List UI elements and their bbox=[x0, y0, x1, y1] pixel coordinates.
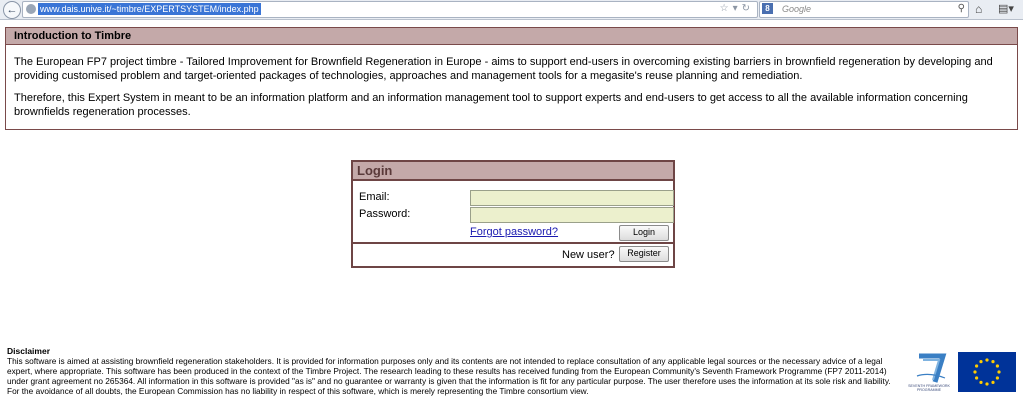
home-icon[interactable]: ⌂ bbox=[975, 2, 983, 16]
intro-panel bbox=[5, 27, 1018, 130]
fp7-logo bbox=[905, 350, 953, 392]
login-title: Login bbox=[353, 162, 673, 181]
login-divider bbox=[353, 242, 673, 244]
search-bar[interactable] bbox=[759, 1, 969, 18]
back-arrow-icon[interactable]: ← bbox=[3, 1, 21, 19]
email-field[interactable] bbox=[470, 190, 674, 206]
search-input[interactable]: Google bbox=[782, 4, 812, 14]
disclaimer-title: Disclaimer bbox=[7, 346, 50, 356]
password-field[interactable] bbox=[470, 207, 674, 223]
address-bar[interactable] bbox=[22, 1, 758, 18]
reload-icon[interactable]: ↻ bbox=[741, 3, 754, 14]
forgot-password-link[interactable]: Forgot password? bbox=[470, 226, 559, 238]
search-engine-icon[interactable]: 8 bbox=[762, 3, 773, 14]
site-identity-icon[interactable] bbox=[26, 4, 36, 14]
menu-icon[interactable]: ▤▾ bbox=[998, 3, 1014, 15]
password-label: Password: bbox=[359, 208, 411, 220]
dropdown-arrow-icon[interactable]: ▾ bbox=[732, 3, 742, 14]
disclaimer-text: This software is aimed at assisting brownfield regeneration stakeholders. It is provided for information purposes only and its contents are not intended to replace consultation of any applicable legal sources or the necessary advice of a legal expert, where appropriate. This software has been produced in the context of the Timbre Project. The research leading to these results has received funding from the European Community's Seventh Framework Programme (FP7 2011-2014) under grant agreement no 265364. All information in this software is provided "as is" and no guarantee or warranty is given that the information is fit for any particular purpose. The user therefore uses the information at its sole risk and liability. For the avoidance of all doubts, the European Commission has no liability in respect of this software, which is merely representing the Timbre consortium view. bbox=[7, 356, 891, 396]
browser-toolbar bbox=[0, 0, 1023, 20]
url-bar-icons bbox=[720, 2, 754, 16]
email-label: Email: bbox=[359, 191, 390, 203]
eu-flag-logo bbox=[958, 352, 1016, 392]
svg-text:PROGRAMME: PROGRAMME bbox=[917, 388, 941, 392]
intro-paragraph-1: The European FP7 project timbre - Tailored Improvement for Brownfield Regeneration in Europe - aims to support end-users in overcoming existing barriers in brownfield regeneration by developing and providing customised problem and target-oriented packages of technologies, approaches and management tools for a megasite's reuse planning and remediation. bbox=[14, 56, 993, 82]
register-button[interactable]: Register bbox=[619, 246, 669, 262]
disclaimer bbox=[7, 346, 902, 396]
bookmark-star-icon[interactable]: ☆ bbox=[719, 3, 733, 14]
intro-paragraph-2: Therefore, this Expert System in meant to be an information platform and an information management tool to support experts and end-users to get access to all the available information concerning brownfields regeneration processes. bbox=[14, 92, 968, 118]
fp7-caption: SEVENTH FRAMEWORK bbox=[908, 384, 950, 388]
url-text[interactable]: www.dais.unive.it/~timbre/EXPERTSYSTEM/index.php bbox=[40, 4, 259, 14]
intro-title: Introduction to Timbre bbox=[6, 28, 1017, 45]
search-icon[interactable]: ⚲ bbox=[957, 3, 965, 14]
login-box bbox=[351, 160, 675, 268]
new-user-label: New user? bbox=[562, 249, 615, 261]
login-button[interactable]: Login bbox=[619, 225, 669, 241]
